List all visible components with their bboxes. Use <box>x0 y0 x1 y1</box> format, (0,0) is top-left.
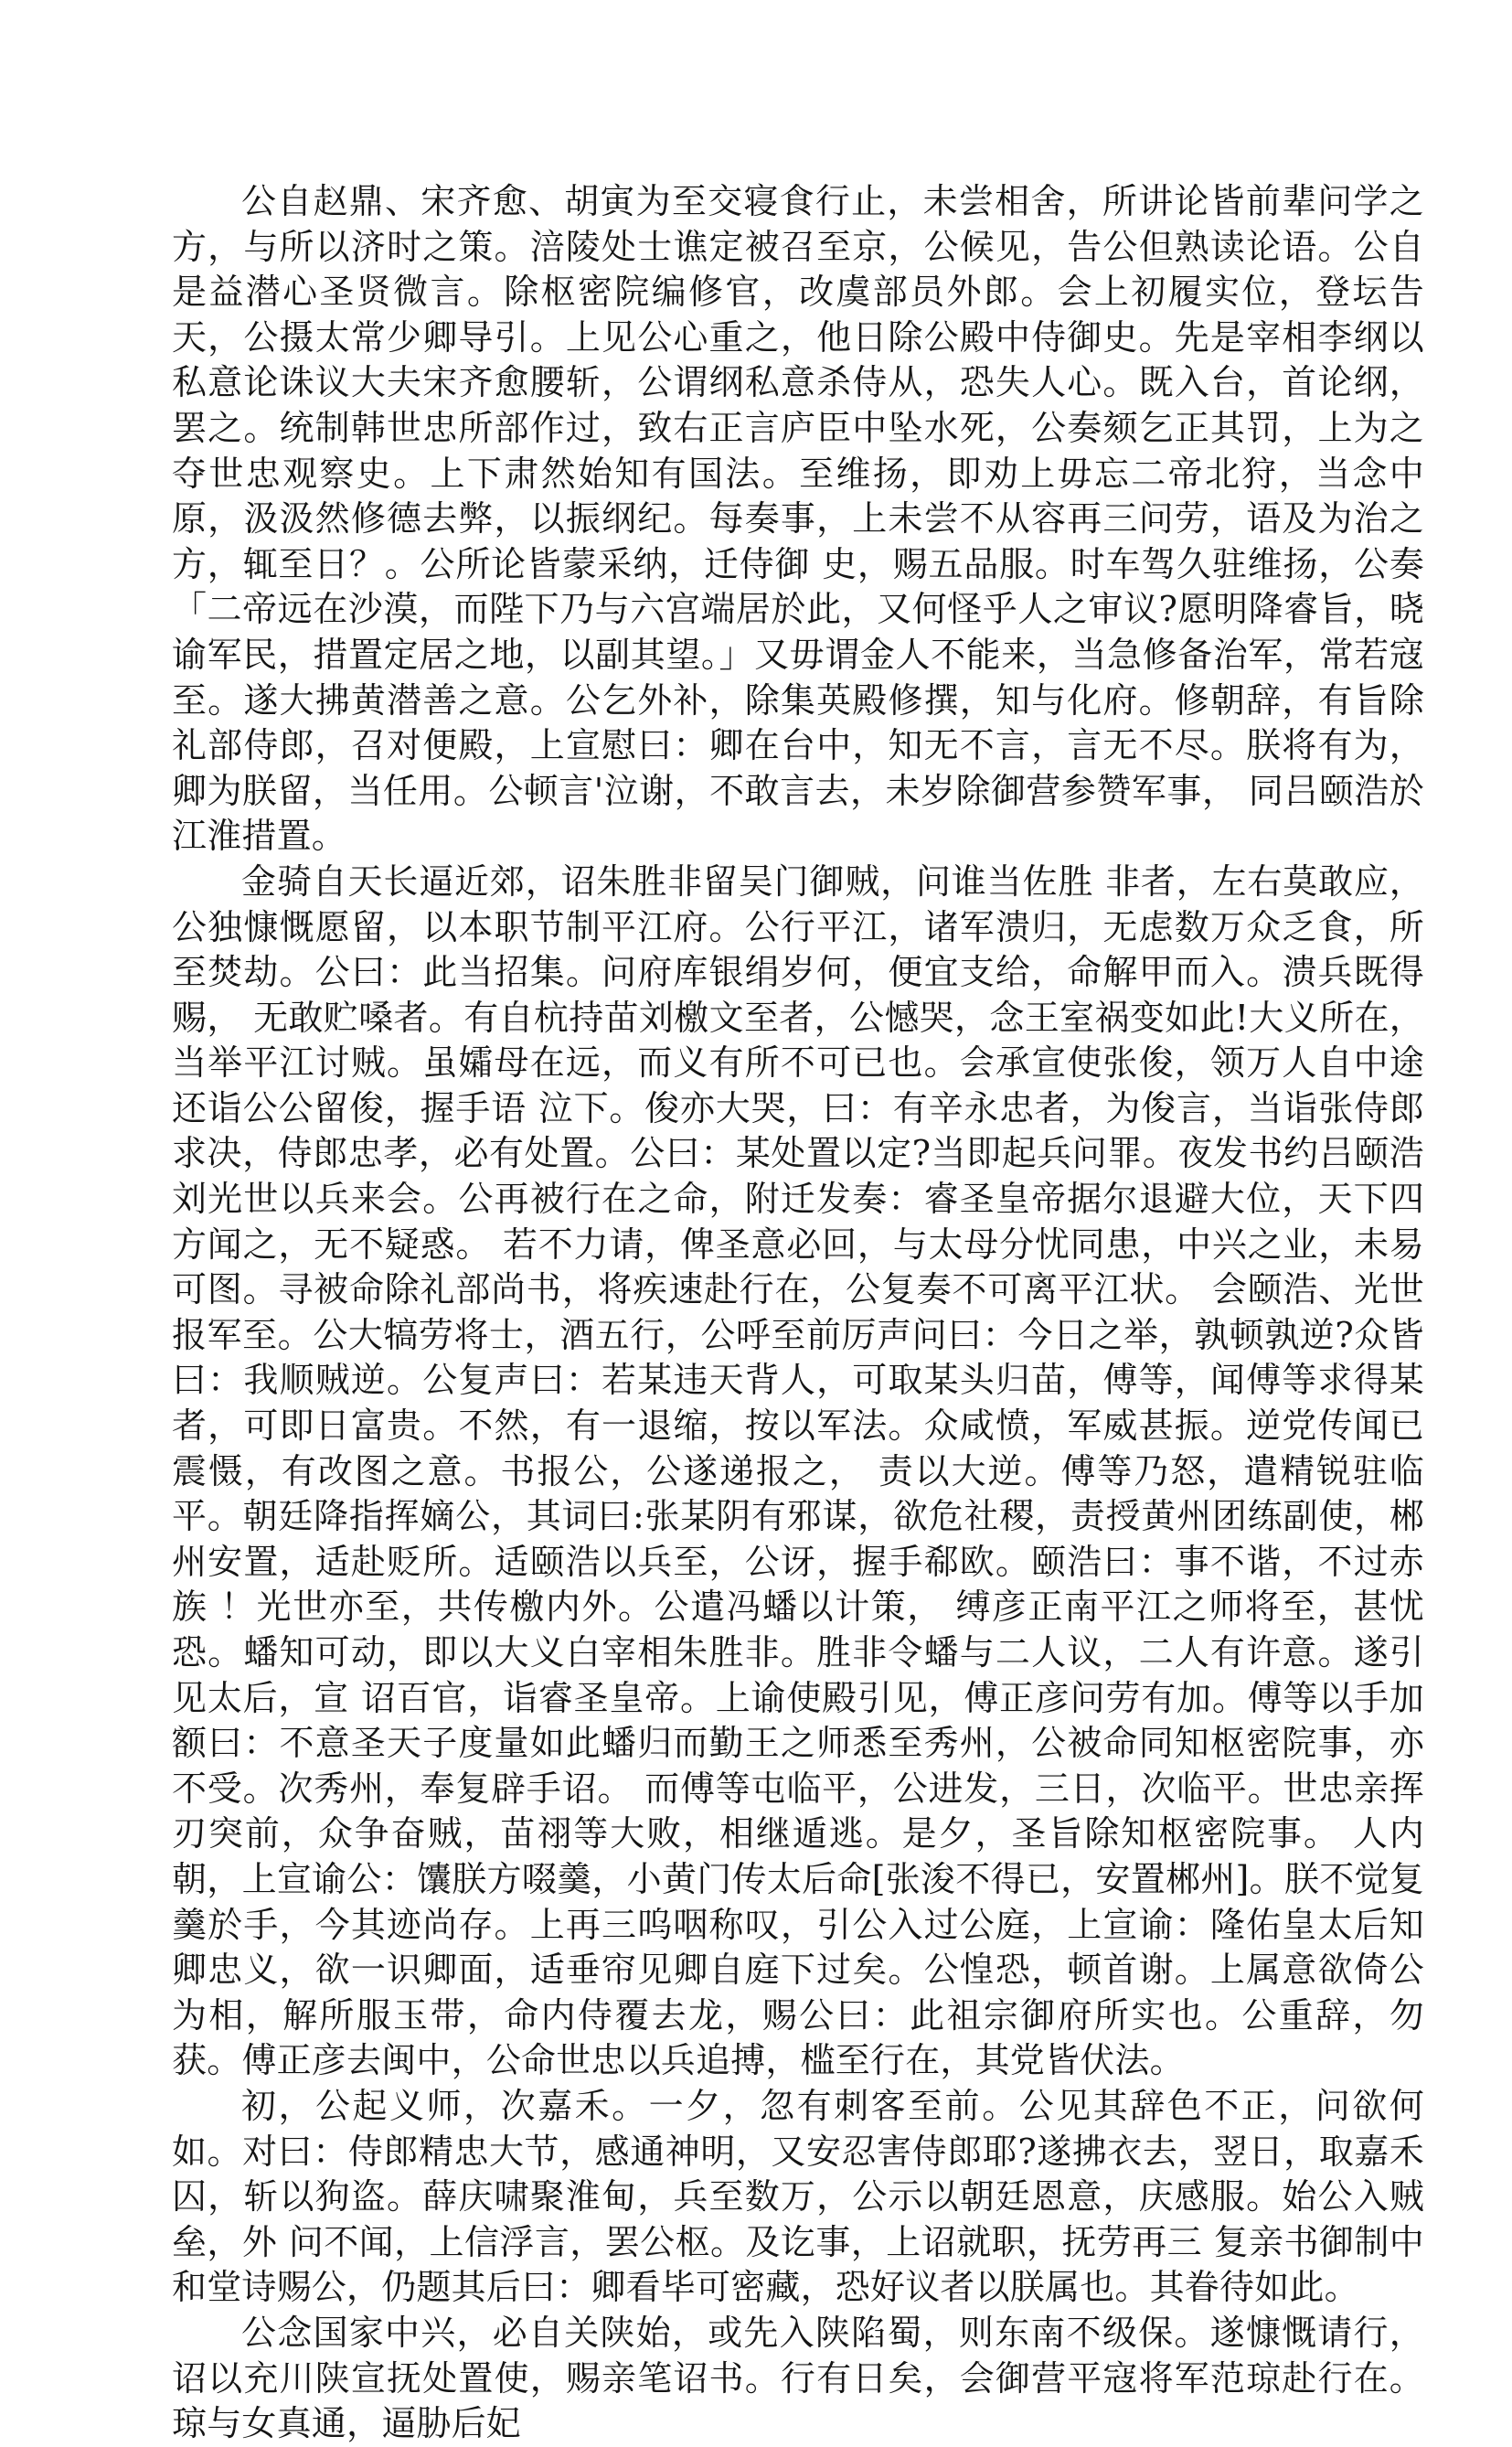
paragraph-4: 公念国家中兴，必自关陕始，或先入陕陷蜀，则东南不级保。遂慷慨请行，诏以充川陕宣抚处置使，赐亲笔诏书。行有日矣，会御营平寇将军范琼赴行在。琼与女真通，逼胁后妃 <box>172 2312 1424 2444</box>
paragraph-3: 初，公起义师，次嘉禾。一夕，忽有刺客至前。公见其辞色不正，问欲何如。对曰：侍郎精忠大节，感通神明，又安忍害侍郎耶?遂拂衣去，翌日，取嘉禾囚，斩以狗盗。薛庆啸聚淮甸，兵至数万，公示以朝廷恩意，庆感服。始公入贼垒，外 问不闻，上信浮言，罢公枢。及讫事，上诏就职，抚劳再三 复亲书御制中和堂诗赐公，仍题其后曰：卿看毕可密藏，恐好议者以朕属也。其眷待如此。 <box>172 2085 1424 2308</box>
paragraph-2: 金骑自天长逼近郊，诏朱胜非留吴门御贼，问谁当佐胜 非者，左右莫敢应，公独慷慨愿留，以本职节制平江府。公行平江，诸军溃归，无虑数万众乏食，所至焚劫。公曰：此当招集。问府库银绢岁何，便宜支给，命解甲而入。溃兵既得赐， 无敢贮嗓者。有自杭持苗刘檄文至者，公憾哭，念王室祸变如此!大义所在，当举平江讨贼。虽孀母在远，而义有所不可已也。会承宣使张俊，领万人自中途还诣公公留俊，握手语 泣下。俊亦大哭，曰：有辛永忠者，为俊言，当诣张侍郎求决，侍郎忠孝，必有处置。公曰：某处置以定?当即起兵问罪。夜发书约吕颐浩刘光世以兵来会。公再被行在之命，附迁发奏：睿圣皇帝据尔退避大位，天下四方闻之，无不疑惑。 若不力请，俾圣意必回，与太母分忧同患，中兴之业，未易可图。寻被命除礼部尚书，将疾速赴行在，公复奏不可离平江状。 会颐浩、光世报军至。公大犒劳将士，酒五行，公呼至前厉声问曰：今日之举，孰顿孰逆?众皆曰：我顺贼逆。公复声曰：若某违天背人，可取某头归苗，傅等，闻傅等求得某者，可即日富贵。不然，有一退缩，按以军法。众咸愤，军威甚振。逆党传闻已震慑，有改图之意。书报公，公遂递报之， 责以大逆。傅等乃怒，遣精锐驻临平。朝廷降指挥嫡公，其词曰:张某阴有邪谋，欲危社稷，责授黄州团练副使，郴州安置，适赴贬所。适颐浩以兵至，公讶，握手郗欧。颐浩曰：事不谐，不过赤族 ！光世亦至，共传檄内外。公遣冯蟠以计策， 缚彦正南平江之师将至，甚忧恐。蟠知可动，即以大义白宰相朱胜非。胜非令蟠与二人议，二人有许意。遂引见太后，宣 诏百官，诣睿圣皇帝。上谕使殿引见，傅正彦问劳有加。傅等以手加额曰：不意圣天子度量如此蟠归而勤王之师悉至秀州，公被命同知枢密院事，亦不受。次秀州，奉复辟手诏。 而傅等屯临平，公进发，三日，次临平。世忠亲挥刃突前，众争奋贼，苗祤等大败，相继遁逃。是夕，圣旨除知枢密院事。 人内朝，上宣谕公：馕朕方啜羹，小黄门传太后命[张浚不得已，安置郴州]。朕不觉复羹於手，今其迹尚存。上再三呜咽称叹，引公入过公庭，上宣谕：隆佑皇太后知卿忠义，欲一识卿面，适垂帘见卿自庭下过矣。公惶恐，顿首谢。上属意欲倚公为相，解所服玉带，命内侍覆去龙，赐公曰：此祖宗御府所实也。公重辞，勿获。傅正彦去闽中，公命世忠以兵追搏，槛至行在，其党皆伏法。 <box>172 860 1424 2081</box>
document-page <box>172 179 1424 2447</box>
paragraph-1: 公自赵鼎、宋齐愈、胡寅为至交寝食行止，未尝相舍，所讲论皆前辈问学之方，与所以济时之策。涪陵处士谯定被召至京，公候见，告公但熟读论语。公自是益潜心圣贤微言。除枢密院编修官，改虞部员外郎。会上初履实位，登坛告天，公摄太常少卿导引。上见公心重之，他日除公殿中侍御史。先是宰相李纲以私意论诛议大夫宋齐愈腰斩，公谓纲私意杀侍从，恐失人心。既入台，首论纲，罢之。统制韩世忠所部作过，致右正言庐臣中坠水死，公奏颏乞正其罚，上为之夺世忠观察史。上下肃然始知有国法。至维扬，即劝上毋忘二帝北狩，当念中原，汲汲然修德去弊，以振纲纪。每奏事，上未尝不从容再三问劳，语及为治之方，辄至日？。公所论皆蒙采纳，迁侍御 史，赐五品服。时车驾久驻维扬，公奏「二帝远在沙漠，而陛下乃与六宫端居於此，又何怪乎人之审议?愿明降睿旨，晓谕军民，措置定居之地，以副其望。」又毋谓金人不能来，当急修备治军，常若寇至。遂大拂黄潜善之意。公乞外补，除集英殿修撰，知与化府。修朝辞，有旨除礼部侍郎，召对便殿，上宣慰曰：卿在台中，知无不言，言无不尽。朕将有为，卿为朕留，当任用。公顿言'泣谢，不敢言去，未岁除御营参赞军事， 同吕颐浩於江淮措置。 <box>172 181 1424 857</box>
